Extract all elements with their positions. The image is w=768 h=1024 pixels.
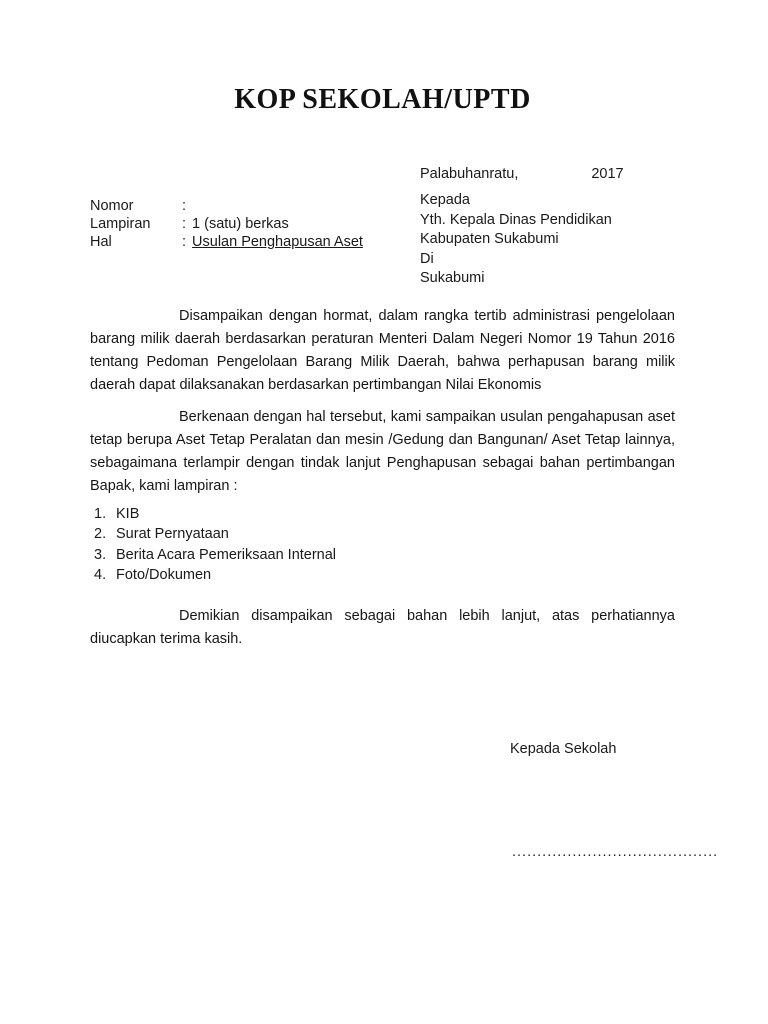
body-paragraph-1: Disampaikan dengan hormat, dalam rangka tertib administrasi pengelolaan barang milik daerah berdasarkan peraturan Menteri Dalam Negeri Nomor 19 Tahun 2016 tentang Pedoman Pengelolaan Barang Milik Daerah, bahwa perhapusan barang milik daerah dapat dilaksanakan berdasarkan pertimbangan Nilai Ekonomis: [90, 307, 675, 393]
body-paragraph-2: Berkenaan dengan hal tersebut, kami sampaikan usulan pengahapusan aset tetap berupa Aset Tetap Peralatan dan mesin /Gedung dan Bangunan/ Aset Tetap lainnya, sebagaimana terlampir dengan tindak lanjut Penghapusan sebagai bahan pertimbangan Bapak, kami lampiran :: [90, 408, 675, 494]
meta-label-hal: Hal: [90, 234, 112, 250]
letter-header: [90, 164, 675, 289]
attachment-item-3: [94, 545, 675, 566]
meta-label-nomor: Nomor: [90, 198, 134, 214]
letter-content: [0, 84, 768, 862]
letterhead-title: KOP SEKOLAH/UPTD: [234, 84, 531, 115]
attachment-text: KIB: [116, 505, 140, 522]
attachment-number: 3.: [94, 546, 107, 563]
meta-colon: :: [182, 234, 187, 250]
signature-title: Kepada Sekolah: [510, 740, 617, 757]
attachment-number: 2.: [94, 526, 107, 542]
meta-colon: :: [182, 198, 187, 214]
signature-dotted-line: .........................................: [512, 843, 719, 860]
date-year: 2017: [591, 166, 624, 182]
meta-colon: :: [182, 216, 187, 232]
recipient-line-kabupaten: Kabupaten Sukabumi: [420, 231, 559, 247]
meta-row-nomor: [90, 197, 420, 215]
attachment-text: Berita Acara Pemeriksaan Internal: [116, 546, 337, 563]
attachment-text: Surat Pernyataan: [116, 526, 229, 542]
date-place: Palabuhanratu,: [420, 166, 519, 182]
date-blank-space: [518, 164, 591, 184]
recipient-line-kota: Sukabumi: [420, 270, 485, 286]
meta-row-hal: [90, 233, 420, 251]
meta-row-lampiran: [90, 215, 420, 233]
attachment-list: [90, 504, 675, 586]
attachment-number: 4.: [94, 567, 107, 583]
recipient-line-di: Di: [420, 250, 434, 267]
meta-value-hal: Usulan Penghapusan Aset: [192, 234, 363, 250]
meta-value-lampiran: 1 (satu) berkas: [192, 216, 289, 232]
date-line: [420, 164, 675, 184]
attachment-item-4: [94, 565, 675, 586]
closing-paragraph: Demikian disampaikan sebagai bahan lebih lanjut, atas perhatiannya diucapkan terima kasih.: [90, 607, 675, 647]
attachment-item-1: [94, 504, 675, 525]
recipient-line-yth: Yth. Kepala Dinas Pendidikan: [420, 211, 612, 228]
meta-label-lampiran: Lampiran: [90, 216, 151, 232]
attachment-item-2: [94, 524, 675, 545]
attachment-number: 1.: [94, 505, 107, 522]
attachment-text: Foto/Dokumen: [116, 567, 212, 583]
recipient-line-kepada: Kepada: [420, 192, 470, 208]
address-block: [420, 164, 675, 289]
meta-block: [90, 164, 420, 289]
